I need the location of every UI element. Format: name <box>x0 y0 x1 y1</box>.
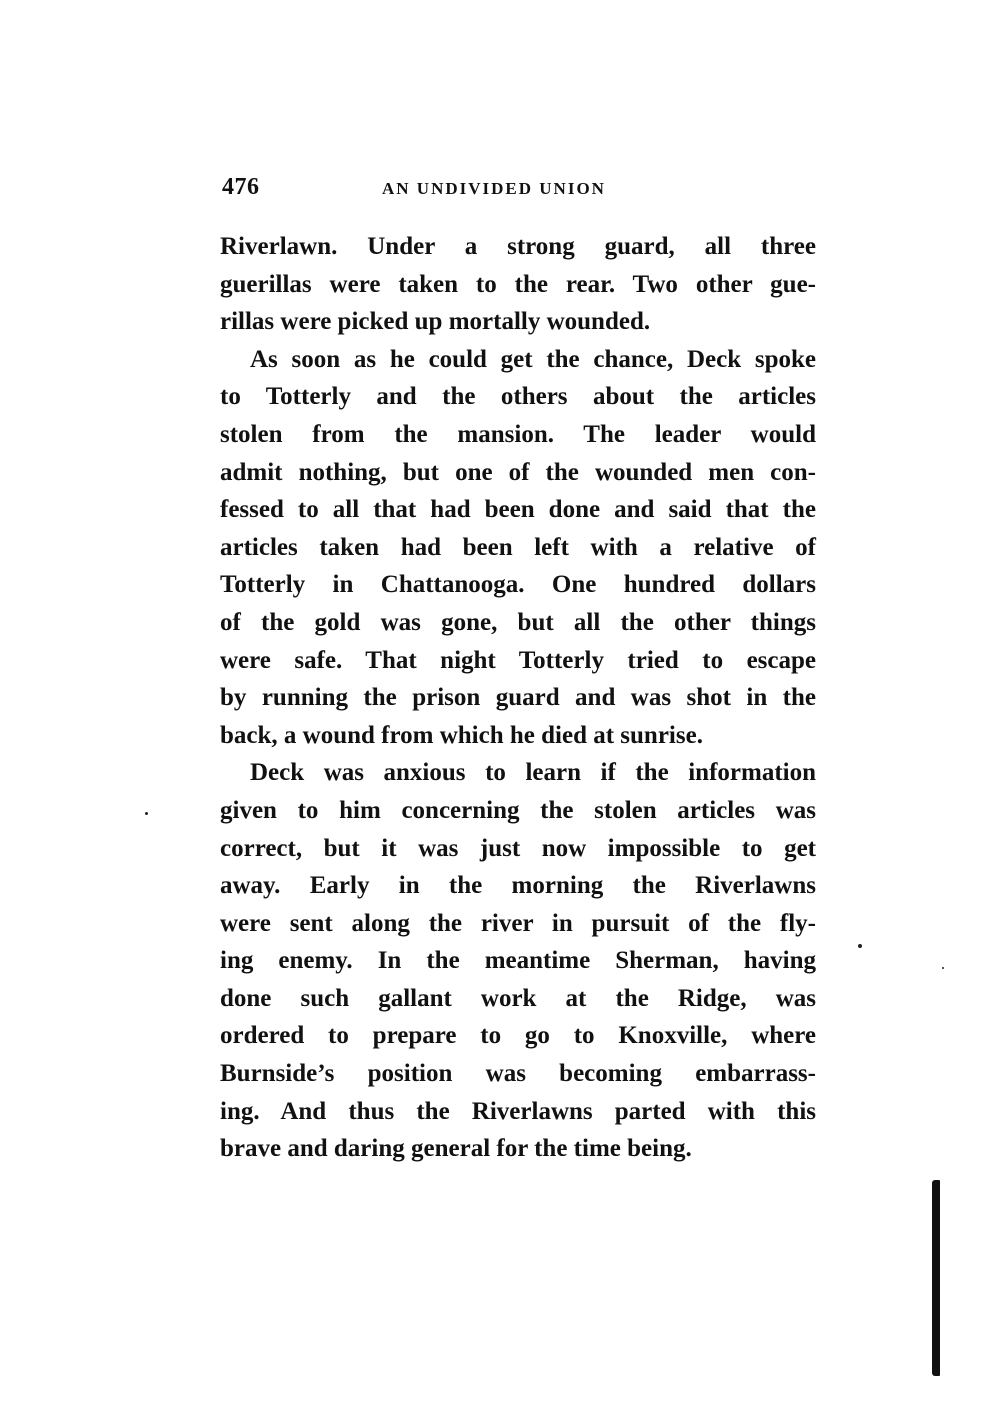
text-line: ordered to prepare to go to Knoxville, where <box>220 1022 816 1050</box>
text-line: guerillas were taken to the rear. Two other gue- <box>220 270 816 298</box>
book-title: AN UNDIVIDED UNION <box>382 179 606 198</box>
running-head <box>222 174 816 204</box>
text-line: ing. And thus the Riverlawns parted with this <box>220 1097 816 1125</box>
text-line: were safe. That night Totterly tried to escape <box>220 646 816 674</box>
scan-speck <box>145 812 148 815</box>
paragraph-3 <box>220 754 816 1168</box>
page-edge-mark <box>932 1180 940 1376</box>
text-line: were sent along the river in pursuit of the fly- <box>220 909 816 937</box>
text-line: given to him concerning the stolen articles was <box>220 796 816 824</box>
text-line: done such gallant work at the Ridge, was <box>220 984 816 1012</box>
text-line: Riverlawn. Under a strong guard, all three <box>220 233 816 260</box>
text-line: Deck was anxious to learn if the information <box>250 759 816 787</box>
scan-speck <box>858 944 862 948</box>
body-text <box>220 228 816 1168</box>
text-line: articles taken had been left with a relative of <box>220 533 816 561</box>
text-line: correct, but it was just now impossible to get <box>220 834 816 862</box>
text-line: rillas were picked up mortally wounded. <box>220 308 651 336</box>
text-line: to Totterly and the others about the articles <box>220 383 816 411</box>
text-line: Totterly in Chattanooga. One hundred dollars <box>220 571 816 599</box>
text-line: As soon as he could get the chance, Deck spoke <box>250 345 816 373</box>
page-number: 476 <box>222 174 260 200</box>
text-line: Burnside’s position was becoming embarrass- <box>220 1060 816 1088</box>
paragraph-2 <box>220 341 816 755</box>
scan-speck <box>942 967 944 969</box>
text-line: of the gold was gone, but all the other things <box>220 608 816 636</box>
text-line: brave and daring general for the time being. <box>220 1135 692 1163</box>
text-line: away. Early in the morning the Riverlawns <box>220 872 816 900</box>
text-line: fessed to all that had been done and said that the <box>220 496 816 524</box>
text-line: by running the prison guard and was shot in the <box>220 684 816 712</box>
paragraph-1 <box>220 228 816 341</box>
text-line: stolen from the mansion. The leader would <box>220 420 816 448</box>
text-line: ing enemy. In the meantime Sherman, having <box>220 947 816 975</box>
text-line: back, a wound from which he died at sunrise. <box>220 721 703 749</box>
text-line: admit nothing, but one of the wounded men con- <box>220 458 816 486</box>
